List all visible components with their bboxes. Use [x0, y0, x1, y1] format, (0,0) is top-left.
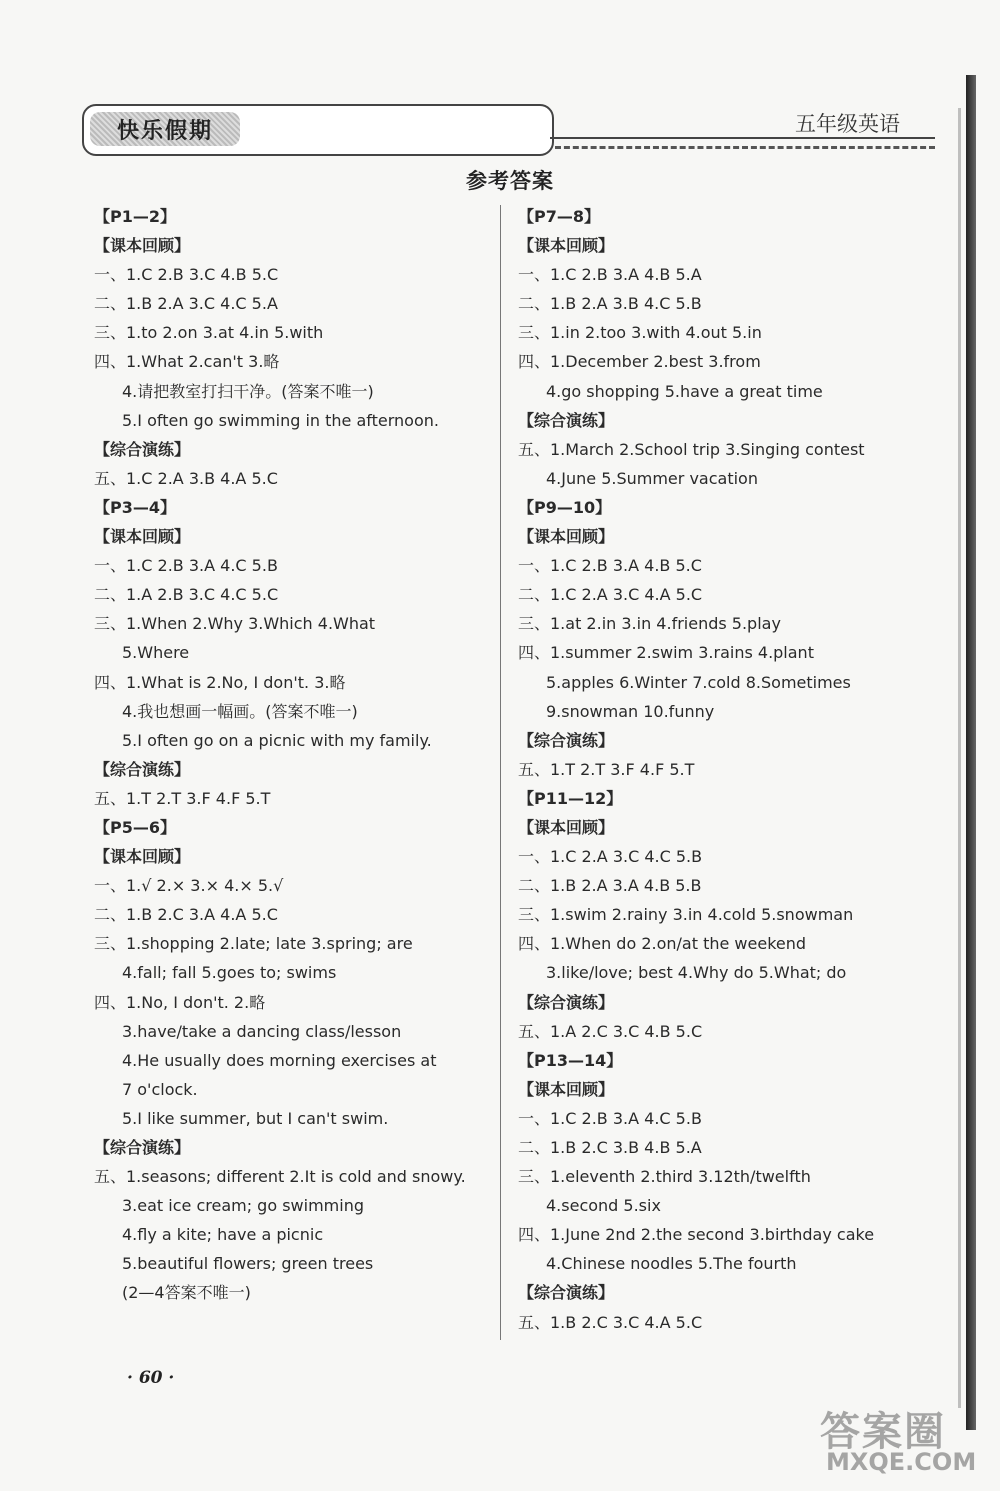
answer-line: 三、1.at 2.in 3.in 4.friends 5.play	[518, 614, 781, 634]
answer-line: 一、1.C 2.B 3.A 4.C 5.B	[518, 1108, 702, 1128]
answer-line: 5.I often go swimming in the afternoon.	[122, 410, 439, 430]
answer-line: 二、1.B 2.C 3.A 4.A 5.C	[94, 905, 278, 925]
answer-line: 四、1.What 2.can't 3.略	[94, 352, 280, 372]
answer-line: 4.go shopping 5.have a great time	[546, 381, 823, 401]
answer-line: 一、1.√ 2.× 3.× 4.× 5.√	[94, 876, 284, 896]
answer-line: 四、1.What is 2.No, I don't. 3.略	[94, 672, 346, 692]
section-heading: 【P9—10】	[518, 497, 612, 517]
section-heading: 【P13—14】	[518, 1050, 623, 1070]
header-badge	[90, 112, 240, 146]
answer-line: 一、1.C 2.B 3.A 4.B 5.A	[518, 265, 702, 285]
answer-line: 四、1.When do 2.on/at the weekend	[518, 934, 807, 954]
answer-line: 二、1.B 2.A 3.B 4.C 5.B	[518, 294, 702, 314]
page-number: · 60 ·	[127, 1368, 175, 1388]
answer-line: 3.like/love; best 4.Why do 5.What; do	[546, 963, 847, 983]
answer-line: 四、1.December 2.best 3.from	[518, 352, 761, 372]
answer-line: 三、1.to 2.on 3.at 4.in 5.with	[94, 323, 324, 343]
answer-line: 四、1.June 2nd 2.the second 3.birthday cake	[518, 1225, 875, 1245]
section-heading: 【综合演练】	[94, 759, 191, 779]
answer-line: 二、1.B 2.A 3.A 4.B 5.B	[518, 876, 702, 896]
answer-line: 三、1.swim 2.rainy 3.in 4.cold 5.snowman	[518, 905, 854, 925]
section-heading: 【P11—12】	[518, 788, 623, 808]
answer-line: 二、1.C 2.A 3.C 4.A 5.C	[518, 585, 703, 605]
section-heading: 【课本回顾】	[94, 236, 191, 256]
section-heading: 【综合演练】	[518, 992, 615, 1012]
answer-line: 五、1.A 2.C 3.C 4.B 5.C	[518, 1021, 703, 1041]
section-heading: 【课本回顾】	[518, 1079, 615, 1099]
answer-line: 五、1.B 2.C 3.C 4.A 5.C	[518, 1312, 703, 1332]
answer-line: 5.Where	[122, 643, 190, 663]
section-heading: 【综合演练】	[94, 439, 191, 459]
section-heading: 【课本回顾】	[518, 527, 615, 547]
answer-line: 一、1.C 2.B 3.A 4.C 5.B	[94, 556, 278, 576]
answer-line: 二、1.A 2.B 3.C 4.C 5.C	[94, 585, 279, 605]
answer-line: 5.beautiful flowers; green trees	[122, 1254, 374, 1274]
section-heading: 【综合演练】	[518, 1283, 615, 1303]
answer-line: 5.I like summer, but I can't swim.	[122, 1108, 389, 1128]
scan-edge-shadow	[958, 108, 961, 1408]
answer-line: 5.I often go on a picnic with my family.	[122, 730, 432, 750]
answer-line: 二、1.B 2.A 3.C 4.C 5.A	[94, 294, 278, 314]
header-rule	[550, 137, 935, 139]
header-badge-frame	[82, 104, 554, 156]
section-heading: 【课本回顾】	[518, 817, 615, 837]
answer-line: 五、1.seasons; different 2.It is cold and snowy.	[94, 1167, 466, 1187]
section-heading: 【课本回顾】	[94, 527, 191, 547]
section-heading: 【课本回顾】	[518, 236, 615, 256]
answer-line: 4.fall; fall 5.goes to; swims	[122, 963, 337, 983]
answer-line: 4.fly a kite; have a picnic	[122, 1225, 324, 1245]
header-dashed-rule	[555, 146, 935, 149]
answer-line: 五、1.T 2.T 3.F 4.F 5.T	[94, 788, 271, 808]
answer-line: 4.second 5.six	[546, 1196, 661, 1216]
right-answer-column	[518, 202, 938, 1337]
header-badge-text: 快乐假期	[116, 117, 213, 144]
answer-line: 4.Chinese noodles 5.The fourth	[546, 1254, 797, 1274]
answer-line: 四、1.summer 2.swim 3.rains 4.plant	[518, 643, 814, 663]
answer-line: 9.snowman 10.funny	[546, 701, 715, 721]
section-heading: 【P3—4】	[94, 497, 176, 517]
page-title: 参考答案	[466, 169, 554, 193]
section-heading: 【P7—8】	[518, 207, 600, 226]
section-heading: 【P5—6】	[94, 817, 176, 837]
answer-line: 3.eat ice cream; go swimming	[122, 1196, 364, 1216]
watermark-logo: 答案圈	[820, 1409, 946, 1455]
answer-line: 四、1.No, I don't. 2.略	[94, 992, 266, 1012]
answer-line: 3.have/take a dancing class/lesson	[122, 1021, 402, 1041]
subject-label: 五年级英语	[795, 112, 900, 136]
answer-line: 一、1.C 2.A 3.C 4.C 5.B	[518, 847, 703, 867]
section-heading: 【综合演练】	[518, 410, 615, 430]
answer-line: 三、1.shopping 2.late; late 3.spring; are	[94, 934, 413, 954]
answer-line: 5.apples 6.Winter 7.cold 8.Sometimes	[546, 672, 851, 692]
answer-line: 五、1.March 2.School trip 3.Singing contest	[518, 439, 865, 459]
answer-line: (2—4答案不唯一)	[122, 1283, 251, 1303]
answer-line: 五、1.T 2.T 3.F 4.F 5.T	[518, 759, 695, 779]
answer-line: 4.我也想画一幅画。(答案不唯一)	[122, 701, 358, 721]
scan-edge	[966, 75, 976, 1430]
section-heading: 【课本回顾】	[94, 847, 191, 867]
answer-line: 4.He usually does morning exercises at	[122, 1050, 437, 1070]
answer-line: 一、1.C 2.B 3.A 4.B 5.C	[518, 556, 702, 576]
answer-line: 4.June 5.Summer vacation	[546, 468, 758, 488]
watermark-url: MXQE.COM	[826, 1448, 977, 1476]
section-heading: 【P1—2】	[94, 207, 176, 226]
section-heading: 【综合演练】	[94, 1138, 191, 1157]
answer-line: 三、1.eleventh 2.third 3.12th/twelfth	[518, 1167, 811, 1187]
section-heading: 【综合演练】	[518, 730, 615, 750]
answer-line: 4.请把教室打扫干净。(答案不唯一)	[122, 381, 374, 401]
answer-line: 7 o'clock.	[122, 1079, 198, 1099]
answer-line: 三、1.in 2.too 3.with 4.out 5.in	[518, 323, 762, 343]
answer-line: 一、1.C 2.B 3.C 4.B 5.C	[94, 265, 279, 285]
answer-line: 三、1.When 2.Why 3.Which 4.What	[94, 614, 376, 634]
answer-line: 五、1.C 2.A 3.B 4.A 5.C	[94, 468, 278, 488]
answer-line: 二、1.B 2.C 3.B 4.B 5.A	[518, 1138, 702, 1157]
left-answer-column	[94, 202, 514, 1308]
